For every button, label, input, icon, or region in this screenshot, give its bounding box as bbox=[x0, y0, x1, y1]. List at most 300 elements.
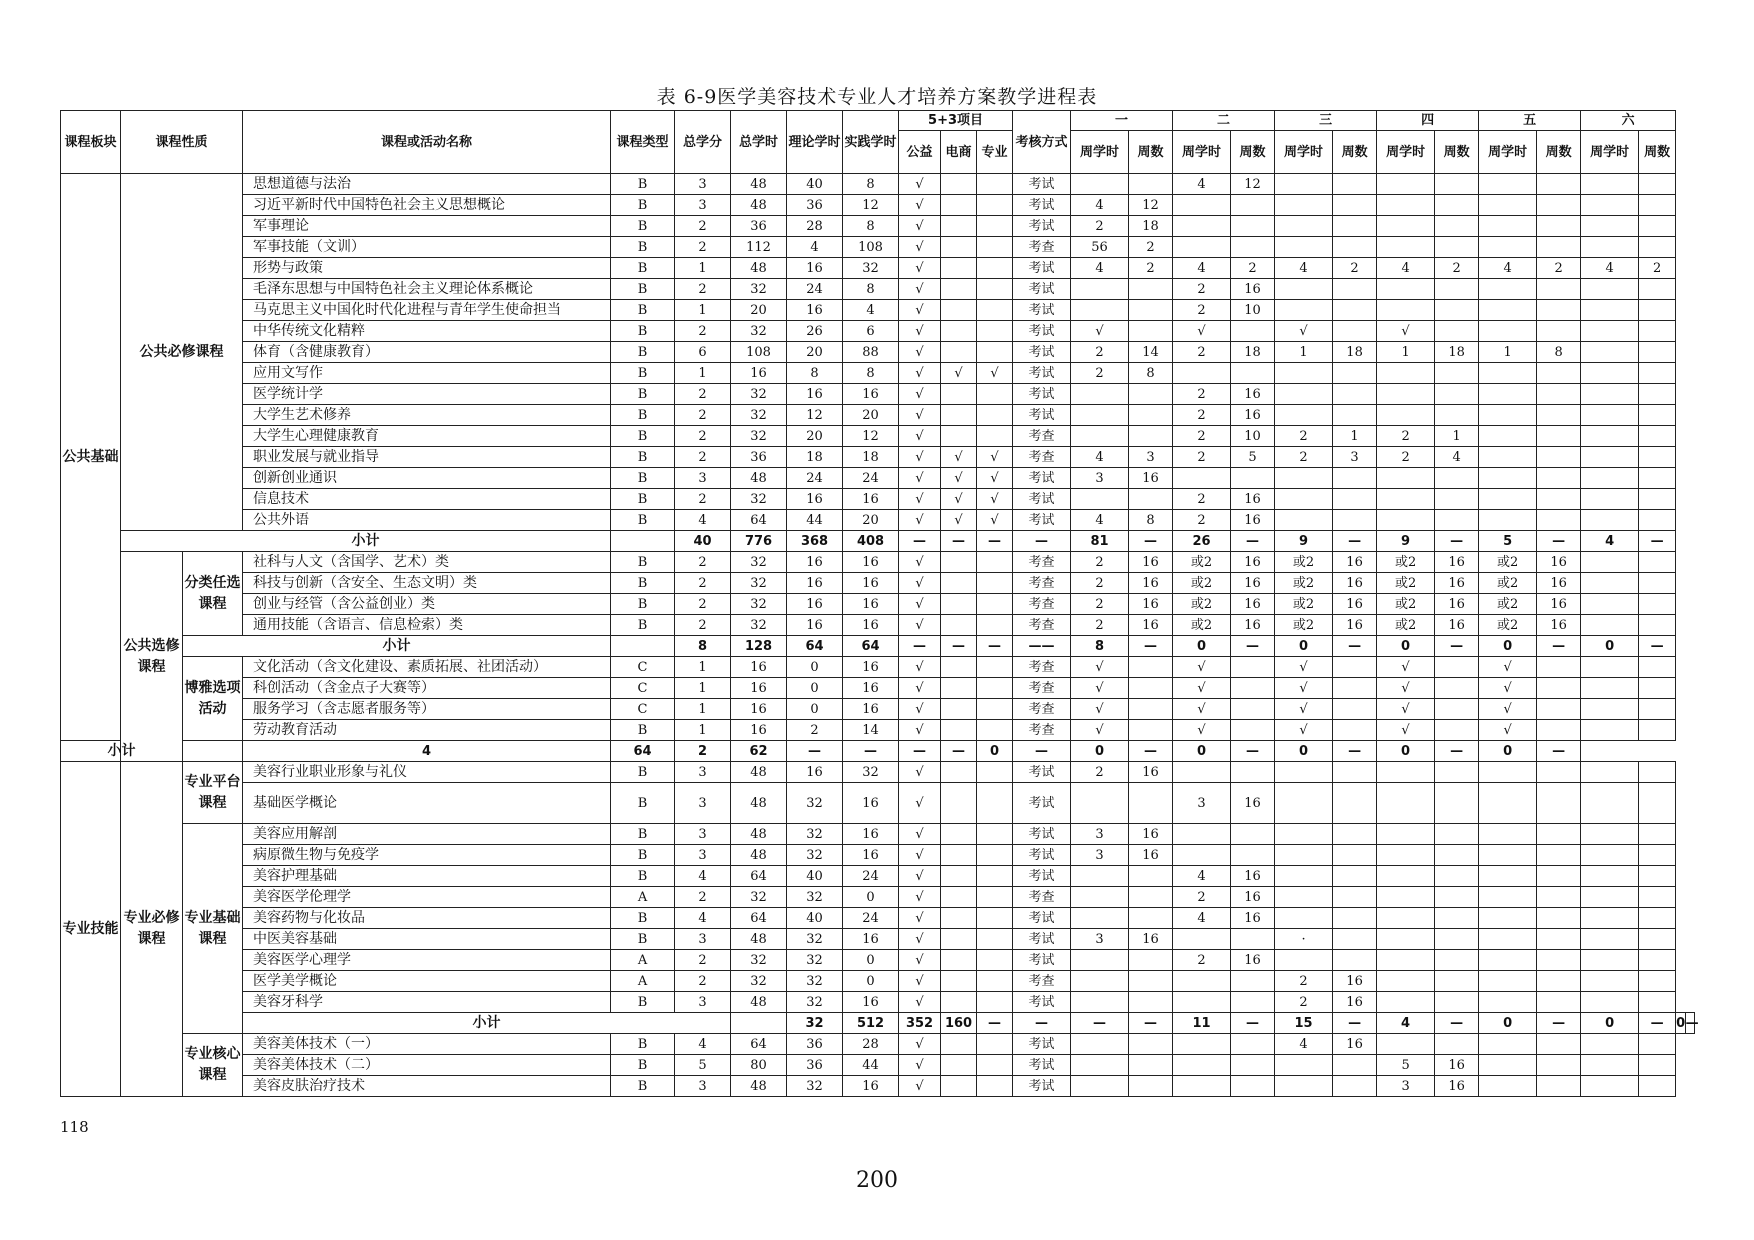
value-cell bbox=[1231, 699, 1275, 720]
value-cell: 48 bbox=[731, 1076, 787, 1097]
value-cell: √ bbox=[1275, 720, 1333, 741]
value-cell: 考试 bbox=[1013, 216, 1071, 237]
value-cell bbox=[1537, 950, 1581, 971]
value-cell bbox=[1435, 216, 1479, 237]
value-cell: 0 bbox=[787, 699, 843, 720]
value-cell: — bbox=[1231, 1013, 1275, 1034]
value-cell: 16 bbox=[1231, 594, 1275, 615]
value-cell: 512 bbox=[843, 1013, 899, 1034]
value-cell: √ bbox=[899, 321, 941, 342]
value-cell: 或2 bbox=[1479, 594, 1537, 615]
value-cell bbox=[977, 552, 1013, 573]
value-cell: 16 bbox=[1435, 1076, 1479, 1097]
value-cell bbox=[1537, 678, 1581, 699]
value-cell: 32 bbox=[787, 845, 843, 866]
value-cell bbox=[941, 1034, 977, 1055]
course-name: 信息技术 bbox=[243, 489, 611, 510]
course-name: 美容美体技术（二） bbox=[243, 1055, 611, 1076]
value-cell bbox=[1275, 363, 1333, 384]
value-cell bbox=[1333, 237, 1377, 258]
value-cell: B bbox=[611, 216, 675, 237]
value-cell: √ bbox=[899, 594, 941, 615]
value-cell: 4 bbox=[243, 741, 611, 762]
value-cell: 0 bbox=[1377, 636, 1435, 657]
header-week-hours: 周学时 bbox=[1581, 131, 1639, 174]
value-cell bbox=[1231, 237, 1275, 258]
value-cell: B bbox=[611, 279, 675, 300]
value-cell: 64 bbox=[731, 866, 787, 887]
value-cell: 16 bbox=[843, 615, 899, 636]
value-cell bbox=[1537, 426, 1581, 447]
value-cell: √ bbox=[941, 510, 977, 531]
value-cell bbox=[1581, 405, 1639, 426]
subtotal-row bbox=[61, 1013, 1695, 1034]
value-cell bbox=[1639, 216, 1676, 237]
value-cell bbox=[977, 929, 1013, 950]
value-cell: 2 bbox=[1377, 426, 1435, 447]
value-cell bbox=[941, 866, 977, 887]
value-cell: 2 bbox=[787, 720, 843, 741]
subtotal-label: 小计 bbox=[61, 741, 183, 762]
value-cell: 16 bbox=[843, 384, 899, 405]
value-cell bbox=[941, 237, 977, 258]
value-cell bbox=[1581, 300, 1639, 321]
value-cell: √ bbox=[1071, 720, 1129, 741]
value-cell bbox=[1435, 405, 1479, 426]
value-cell: √ bbox=[899, 678, 941, 699]
table-row bbox=[61, 992, 1695, 1013]
course-name: 基础医学概论 bbox=[243, 783, 611, 824]
value-cell: 32 bbox=[731, 887, 787, 908]
value-cell bbox=[1231, 657, 1275, 678]
value-cell bbox=[1275, 468, 1333, 489]
value-cell: 考查 bbox=[1013, 237, 1071, 258]
value-cell: B bbox=[611, 1034, 675, 1055]
value-cell: 32 bbox=[787, 971, 843, 992]
value-cell: · bbox=[1275, 929, 1333, 950]
table-row bbox=[61, 783, 1695, 824]
value-cell bbox=[1377, 929, 1435, 950]
value-cell bbox=[1581, 950, 1639, 971]
value-cell bbox=[1275, 300, 1333, 321]
value-cell: √ bbox=[1377, 678, 1435, 699]
value-cell: 48 bbox=[731, 762, 787, 783]
value-cell: 16 bbox=[1333, 1034, 1377, 1055]
value-cell: 或2 bbox=[1275, 615, 1333, 636]
value-cell bbox=[1231, 720, 1275, 741]
value-cell bbox=[1639, 363, 1676, 384]
value-cell: √ bbox=[899, 1076, 941, 1097]
value-cell: 36 bbox=[787, 195, 843, 216]
header-name: 课程或活动名称 bbox=[243, 111, 611, 174]
value-cell bbox=[977, 321, 1013, 342]
value-cell bbox=[1581, 615, 1639, 636]
value-cell: 或2 bbox=[1173, 573, 1231, 594]
value-cell: √ bbox=[899, 363, 941, 384]
value-cell: 3 bbox=[1071, 468, 1129, 489]
value-cell bbox=[1479, 762, 1537, 783]
course-name: 美容牙科学 bbox=[243, 992, 611, 1013]
value-cell: 4 bbox=[1377, 1013, 1435, 1034]
value-cell: 考试 bbox=[1013, 845, 1071, 866]
value-cell bbox=[1581, 237, 1639, 258]
value-cell: √ bbox=[1479, 657, 1537, 678]
course-name: 美容行业职业形象与礼仪 bbox=[243, 762, 611, 783]
value-cell bbox=[1173, 195, 1231, 216]
value-cell: √ bbox=[1173, 678, 1231, 699]
value-cell bbox=[1435, 1034, 1479, 1055]
value-cell: 16 bbox=[1231, 573, 1275, 594]
value-cell: 32 bbox=[731, 950, 787, 971]
value-cell: B bbox=[611, 258, 675, 279]
table-row bbox=[61, 447, 1695, 468]
value-cell bbox=[977, 300, 1013, 321]
value-cell bbox=[1537, 447, 1581, 468]
value-cell bbox=[1435, 384, 1479, 405]
value-cell bbox=[1639, 405, 1676, 426]
value-cell: 考查 bbox=[1013, 657, 1071, 678]
value-cell bbox=[941, 258, 977, 279]
value-cell: 考试 bbox=[1013, 1055, 1071, 1076]
value-cell: B bbox=[611, 426, 675, 447]
value-cell bbox=[1275, 510, 1333, 531]
value-cell bbox=[1639, 908, 1676, 929]
value-cell bbox=[1639, 426, 1676, 447]
value-cell: — bbox=[1333, 531, 1377, 552]
value-cell bbox=[1333, 468, 1377, 489]
value-cell: — bbox=[1333, 636, 1377, 657]
value-cell: 2 bbox=[675, 405, 731, 426]
subtotal-row bbox=[61, 531, 1695, 552]
value-cell: B bbox=[611, 342, 675, 363]
value-cell bbox=[1479, 845, 1537, 866]
value-cell bbox=[1071, 950, 1129, 971]
value-cell: 4 bbox=[1275, 1034, 1333, 1055]
header-project-major: 专业 bbox=[977, 131, 1013, 174]
value-cell: 考查 bbox=[1013, 699, 1071, 720]
value-cell: 4 bbox=[787, 237, 843, 258]
value-cell: — bbox=[941, 531, 977, 552]
value-cell: 4 bbox=[1377, 258, 1435, 279]
value-cell bbox=[1435, 510, 1479, 531]
value-cell bbox=[1479, 1034, 1537, 1055]
value-cell: 0 bbox=[843, 887, 899, 908]
value-cell: — bbox=[1231, 636, 1275, 657]
value-cell bbox=[1479, 468, 1537, 489]
value-cell bbox=[1537, 510, 1581, 531]
value-cell: 8 bbox=[843, 279, 899, 300]
value-cell bbox=[1581, 762, 1639, 783]
value-cell bbox=[1377, 908, 1435, 929]
category-label: 专业核心课程 bbox=[183, 1034, 243, 1097]
value-cell bbox=[1071, 405, 1129, 426]
value-cell bbox=[1173, 929, 1231, 950]
value-cell: 1 bbox=[1377, 342, 1435, 363]
value-cell: 32 bbox=[787, 824, 843, 845]
value-cell: 28 bbox=[843, 1034, 899, 1055]
value-cell: 或2 bbox=[1173, 594, 1231, 615]
value-cell bbox=[1231, 1034, 1275, 1055]
value-cell bbox=[1479, 1076, 1537, 1097]
value-cell bbox=[731, 1013, 787, 1034]
value-cell: 2 bbox=[1173, 300, 1231, 321]
value-cell bbox=[1071, 174, 1129, 195]
value-cell bbox=[1479, 237, 1537, 258]
table-row bbox=[61, 887, 1695, 908]
value-cell: 16 bbox=[1129, 929, 1173, 950]
table-row bbox=[61, 950, 1695, 971]
value-cell bbox=[1581, 992, 1639, 1013]
value-cell bbox=[977, 657, 1013, 678]
value-cell: 2 bbox=[675, 216, 731, 237]
value-cell bbox=[1129, 1076, 1173, 1097]
value-cell: 32 bbox=[787, 887, 843, 908]
value-cell bbox=[1435, 195, 1479, 216]
value-cell: 2 bbox=[1275, 447, 1333, 468]
value-cell bbox=[1071, 279, 1129, 300]
value-cell: 32 bbox=[731, 552, 787, 573]
table-row bbox=[61, 342, 1695, 363]
value-cell: √ bbox=[899, 174, 941, 195]
value-cell: √ bbox=[1479, 699, 1537, 720]
value-cell bbox=[1537, 845, 1581, 866]
value-cell: 2 bbox=[1129, 258, 1173, 279]
table-row bbox=[61, 216, 1695, 237]
value-cell bbox=[1581, 783, 1639, 824]
value-cell: 8 bbox=[1071, 636, 1129, 657]
value-cell bbox=[1333, 908, 1377, 929]
value-cell: 考试 bbox=[1013, 783, 1071, 824]
value-cell bbox=[1537, 908, 1581, 929]
value-cell bbox=[977, 950, 1013, 971]
value-cell bbox=[1581, 866, 1639, 887]
value-cell bbox=[1333, 279, 1377, 300]
value-cell: 2 bbox=[1173, 950, 1231, 971]
value-cell bbox=[1333, 510, 1377, 531]
value-cell bbox=[941, 720, 977, 741]
subtotal-label: 小计 bbox=[183, 636, 611, 657]
value-cell: 40 bbox=[787, 908, 843, 929]
value-cell: 15 bbox=[1275, 1013, 1333, 1034]
value-cell: 18 bbox=[843, 447, 899, 468]
value-cell: 2 bbox=[675, 552, 731, 573]
value-cell: 10 bbox=[1231, 426, 1275, 447]
value-cell: 0 bbox=[1479, 636, 1537, 657]
value-cell: B bbox=[611, 363, 675, 384]
value-cell bbox=[1537, 237, 1581, 258]
value-cell bbox=[1333, 384, 1377, 405]
value-cell bbox=[941, 384, 977, 405]
value-cell: √ bbox=[1479, 720, 1537, 741]
table-row bbox=[61, 468, 1695, 489]
header-credits: 总学分 bbox=[675, 111, 731, 174]
value-cell: B bbox=[611, 615, 675, 636]
value-cell: B bbox=[611, 468, 675, 489]
value-cell: 16 bbox=[1231, 552, 1275, 573]
value-cell: 108 bbox=[843, 237, 899, 258]
value-cell bbox=[1537, 216, 1581, 237]
value-cell bbox=[1071, 384, 1129, 405]
value-cell bbox=[1435, 300, 1479, 321]
value-cell bbox=[1275, 908, 1333, 929]
module-label: 专业技能 bbox=[61, 762, 121, 1097]
value-cell bbox=[1333, 720, 1377, 741]
value-cell bbox=[977, 258, 1013, 279]
value-cell bbox=[1537, 992, 1581, 1013]
value-cell: 4 bbox=[1173, 866, 1231, 887]
value-cell: B bbox=[611, 908, 675, 929]
value-cell bbox=[1581, 216, 1639, 237]
value-cell: 或2 bbox=[1275, 594, 1333, 615]
value-cell bbox=[1333, 405, 1377, 426]
table-body bbox=[61, 174, 1699, 1097]
value-cell: 2 bbox=[1173, 489, 1231, 510]
value-cell bbox=[1377, 971, 1435, 992]
value-cell: 或2 bbox=[1377, 573, 1435, 594]
course-name: 大学生艺术修养 bbox=[243, 405, 611, 426]
value-cell: 4 bbox=[1581, 531, 1639, 552]
table-row bbox=[61, 615, 1695, 636]
value-cell: 2 bbox=[675, 594, 731, 615]
value-cell: 16 bbox=[1333, 971, 1377, 992]
value-cell bbox=[1435, 845, 1479, 866]
value-cell bbox=[1581, 279, 1639, 300]
value-cell: C bbox=[611, 678, 675, 699]
value-cell: 考试 bbox=[1013, 258, 1071, 279]
value-cell: 2 bbox=[675, 447, 731, 468]
value-cell: 3 bbox=[675, 195, 731, 216]
value-cell: 3 bbox=[675, 783, 731, 824]
value-cell: 2 bbox=[1071, 363, 1129, 384]
value-cell: 8 bbox=[1129, 510, 1173, 531]
value-cell: 8 bbox=[843, 363, 899, 384]
value-cell: √ bbox=[899, 1034, 941, 1055]
value-cell bbox=[1231, 845, 1275, 866]
value-cell: 16 bbox=[843, 678, 899, 699]
value-cell: — bbox=[1333, 1013, 1377, 1034]
table-row bbox=[61, 657, 1695, 678]
category-label: 分类任选课程 bbox=[183, 552, 243, 636]
value-cell: 或2 bbox=[1173, 615, 1231, 636]
value-cell: √ bbox=[1377, 720, 1435, 741]
value-cell: 16 bbox=[1231, 384, 1275, 405]
value-cell: √ bbox=[941, 489, 977, 510]
value-cell bbox=[1275, 174, 1333, 195]
value-cell: 16 bbox=[787, 258, 843, 279]
value-cell bbox=[1435, 237, 1479, 258]
value-cell: 48 bbox=[731, 824, 787, 845]
value-cell bbox=[1231, 468, 1275, 489]
value-cell: — bbox=[787, 741, 843, 762]
course-name: 形势与政策 bbox=[243, 258, 611, 279]
value-cell: 16 bbox=[1231, 887, 1275, 908]
value-cell: 16 bbox=[787, 573, 843, 594]
value-cell: 20 bbox=[843, 510, 899, 531]
course-name: 美容美体技术（一） bbox=[243, 1034, 611, 1055]
value-cell bbox=[1581, 720, 1639, 741]
value-cell: 或2 bbox=[1479, 573, 1537, 594]
value-cell: 或2 bbox=[1275, 573, 1333, 594]
value-cell bbox=[1639, 1076, 1676, 1097]
value-cell: 16 bbox=[731, 657, 787, 678]
table-row bbox=[61, 174, 1695, 195]
value-cell: 考试 bbox=[1013, 195, 1071, 216]
table-row bbox=[61, 489, 1695, 510]
value-cell: 40 bbox=[787, 174, 843, 195]
value-cell bbox=[1479, 824, 1537, 845]
value-cell bbox=[1479, 929, 1537, 950]
value-cell bbox=[1333, 657, 1377, 678]
course-name: 科技与创新（含安全、生态文明）类 bbox=[243, 573, 611, 594]
value-cell bbox=[1333, 300, 1377, 321]
value-cell: 32 bbox=[731, 573, 787, 594]
value-cell: 2 bbox=[1275, 992, 1333, 1013]
value-cell bbox=[1581, 699, 1639, 720]
value-cell bbox=[1435, 762, 1479, 783]
value-cell bbox=[1333, 216, 1377, 237]
value-cell bbox=[1333, 783, 1377, 824]
value-cell: √ bbox=[899, 971, 941, 992]
value-cell: 4 bbox=[675, 510, 731, 531]
value-cell bbox=[611, 531, 675, 552]
value-cell bbox=[1537, 1076, 1581, 1097]
value-cell bbox=[1231, 929, 1275, 950]
value-cell: — bbox=[977, 531, 1013, 552]
value-cell: 2 bbox=[675, 321, 731, 342]
value-cell bbox=[1479, 426, 1537, 447]
value-cell: 32 bbox=[787, 929, 843, 950]
value-cell: 32 bbox=[731, 615, 787, 636]
course-name: 通用技能（含语言、信息检索）类 bbox=[243, 615, 611, 636]
value-cell bbox=[941, 678, 977, 699]
value-cell: — bbox=[1333, 741, 1377, 762]
value-cell bbox=[1333, 678, 1377, 699]
header-module: 课程板块 bbox=[61, 111, 121, 174]
value-cell: √ bbox=[941, 363, 977, 384]
value-cell: 3 bbox=[1173, 783, 1231, 824]
value-cell: 12 bbox=[843, 195, 899, 216]
value-cell: √ bbox=[899, 216, 941, 237]
value-cell: 32 bbox=[731, 279, 787, 300]
value-cell: 16 bbox=[1537, 594, 1581, 615]
value-cell bbox=[1377, 384, 1435, 405]
value-cell: 32 bbox=[731, 489, 787, 510]
header-nature: 课程性质 bbox=[121, 111, 243, 174]
value-cell: 0 bbox=[843, 971, 899, 992]
value-cell: A bbox=[611, 950, 675, 971]
value-cell: 考试 bbox=[1013, 992, 1071, 1013]
value-cell: 2 bbox=[1173, 384, 1231, 405]
value-cell: 2 bbox=[1071, 216, 1129, 237]
value-cell bbox=[1639, 447, 1676, 468]
value-cell: 48 bbox=[731, 845, 787, 866]
value-cell bbox=[1537, 1055, 1581, 1076]
value-cell bbox=[1435, 363, 1479, 384]
value-cell bbox=[1479, 950, 1537, 971]
source-page-number: 118 bbox=[60, 1118, 89, 1136]
value-cell bbox=[1071, 866, 1129, 887]
value-cell bbox=[1537, 887, 1581, 908]
table-row bbox=[61, 363, 1695, 384]
value-cell: 4 bbox=[1173, 258, 1231, 279]
value-cell bbox=[1479, 279, 1537, 300]
course-name: 美容护理基础 bbox=[243, 866, 611, 887]
value-cell: 16 bbox=[1435, 615, 1479, 636]
value-cell: 考查 bbox=[1013, 615, 1071, 636]
course-name: 习近平新时代中国特色社会主义思想概论 bbox=[243, 195, 611, 216]
course-name: 病原微生物与免疫学 bbox=[243, 845, 611, 866]
value-cell bbox=[1581, 174, 1639, 195]
